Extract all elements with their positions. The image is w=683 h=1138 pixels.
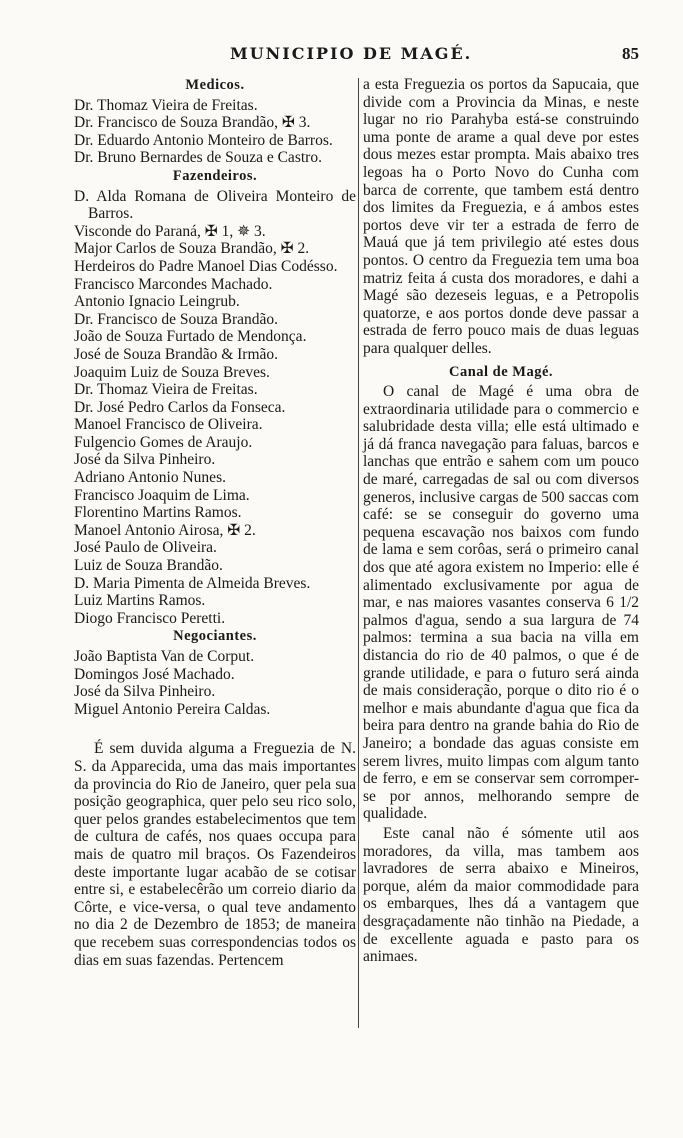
list-item: D. Maria Pimenta de Almeida Breves.: [74, 574, 311, 592]
canal-util-paragraph: Este canal não é sómente util aos moradores, da villa, mas tambem aos lavradores de serra abaixo e Mineiros, porque, além da maior commodidade para os embarques, lhes dá a vantagem que desgraçadamente não tinhão na Piedade, a de excellente aguada e pasto para os animaes.: [363, 824, 639, 966]
list-item: Dr. Francisco de Souza Brandão.: [74, 310, 279, 328]
negociantes-list: [74, 648, 356, 718]
list-item: José Paulo de Oliveira.: [74, 539, 217, 557]
list-item: Dr. José Pedro Carlos da Fonseca.: [74, 398, 286, 416]
list-item: Manoel Antonio Airosa, ✠ 2.: [74, 521, 256, 539]
right-column: [363, 76, 639, 966]
list-item: Domingos José Machado.: [74, 665, 235, 683]
page-header: [0, 44, 683, 68]
left-column: [74, 76, 356, 969]
column-divider: [358, 78, 359, 1028]
freguezia-paragraph: É sem duvida alguma a Freguezia de N. S. da Apparecida, uma das mais importantes da provincia do Rio de Janeiro, quer pela sua posição geographica, quer pelo seu rico solo, quer pelos grandes estabelecimentos que tem de cultura de cafés, nos quaes occupa para mais de quatro mil braços. Os Fazendeiros deste importante lugar acabão de se cotisar entre si, e estabelecêrão um correio diario da Côrte, e vice-versa, o qual teve andamento no dia 2 de Dezembro de 1853; de maneira que recebem suas correspondencias todos os dias em suas fazendas. Pertencem: [74, 740, 356, 969]
list-item: Visconde do Paraná, ✠ 1, ✵ 3.: [74, 222, 266, 240]
running-title: MUNICIPIO DE MAGÉ.: [230, 44, 473, 63]
list-item: João Baptista Van de Corput.: [74, 648, 255, 665]
list-item: José da Silva Pinheiro.: [74, 683, 216, 701]
list-item: Major Carlos de Souza Brandão, ✠ 2.: [74, 240, 310, 258]
list-item: Herdeiros do Padre Manoel Dias Codésso.: [74, 257, 338, 275]
canal-heading: Canal de Magé.: [448, 363, 554, 380]
list-item: Dr. Thomaz Vieira de Freitas.: [74, 381, 258, 399]
list-item: Antonio Ignacio Leingrub.: [74, 293, 240, 311]
list-item: Fulgencio Gomes de Araujo.: [74, 433, 253, 451]
list-item: Adriano Antonio Nunes.: [74, 469, 226, 487]
negociantes-heading: Negociantes.: [173, 628, 257, 645]
list-item: Joaquim Luiz de Souza Breves.: [74, 363, 270, 381]
list-item: Manoel Francisco de Oliveira.: [74, 416, 263, 434]
medicos-heading: Medicos.: [185, 77, 245, 93]
page-number: 85: [622, 44, 639, 63]
list-item: José da Silva Pinheiro.: [74, 451, 216, 469]
list-item: Dr. Eduardo Antonio Monteiro de Barros.: [74, 131, 333, 149]
list-item: João de Souza Furtado de Mendonça.: [74, 328, 307, 346]
fazendeiros-list: [74, 188, 356, 628]
canal-paragraph: O canal de Magé é uma obra de extraordinaria utilidade para o commercio e salubridade desta villa; elle está ultimado e já dá franca navegação para faluas, barcos e lanchas que entrão e sahem com um pouco de maré, carregadas de sal ou com diversos generos, inclusive cargas de 500 saccas com café: se se conseguir do governo uma pequena escavação nos baixos com fundo de lama e sem corôas, será o primeiro canal dos que até agora existem no Imperio: elle é alimentado exclusivamente por agua de mar, e nas maiores vasantes conserva 6 1/2 palmos d'agua, sendo a sua largura de 74 palmos: termina a sua bacia na villa em distancia do rio de 40 palmos, o que é de grande utilidade, e para o futuro será ainda de mais consideração, porque o dito rio é o melhor e mais abundante d'agua que fica da beira para dentro na grande bahia do Rio de Janeiro; a bondade das aguas consiste em serem livres, muito limpas com algum tanto de ferro, e em se conservar sem corromper-se por annos, melhorando sempre de qualidade.: [363, 383, 639, 823]
list-item: Dr. Francisco de Souza Brandão, ✠ 3.: [74, 114, 311, 132]
list-item: Florentino Martins Ramos.: [74, 504, 242, 522]
section-spacer: [74, 718, 356, 740]
list-item: D. Alda Romana de Oliveira Monteiro de Barros.: [74, 187, 356, 223]
list-item: Dr. Bruno Bernardes de Souza e Castro.: [74, 149, 322, 167]
list-item: Francisco Joaquim de Lima.: [74, 486, 250, 504]
list-item: Dr. Thomaz Vieira de Freitas.: [74, 96, 258, 114]
list-item: José de Souza Brandão & Irmão.: [74, 345, 279, 363]
portos-paragraph: a esta Freguezia os portos da Sapucaia, que divide com a Provincia da Minas, e neste lugar no rio Parahyba está-se construindo uma ponte de arame a qual deve por estes dous mezes estar prompta. Mais abaixo tres legoas ha o Porto Novo do Cunha com barca de corrente, que tambem está dentro dos limites da Freguezia, e á ambos estes portos deve vir ter a estrada de ferro de Mauá que já tem privilegio até estes dous pontos. O centro da Freguezia tem uma boa matriz feita á custa dos moradores, e dahi a Magé são dezeseis leguas, e a Petropolis quatorze, e aos portos donde deve passar a estrada de ferro pouco mais de duas leguas para qualquer delles.: [363, 76, 639, 357]
list-item: Miguel Antonio Pereira Caldas.: [74, 700, 271, 718]
list-item: Diogo Francisco Peretti.: [74, 609, 226, 627]
list-item: Luiz de Souza Brandão.: [74, 557, 223, 575]
fazendeiros-heading: Fazendeiros.: [172, 167, 258, 184]
list-item: Luiz Martins Ramos.: [74, 592, 206, 610]
medicos-list: [74, 97, 356, 167]
list-item: Francisco Marcondes Machado.: [74, 275, 273, 293]
